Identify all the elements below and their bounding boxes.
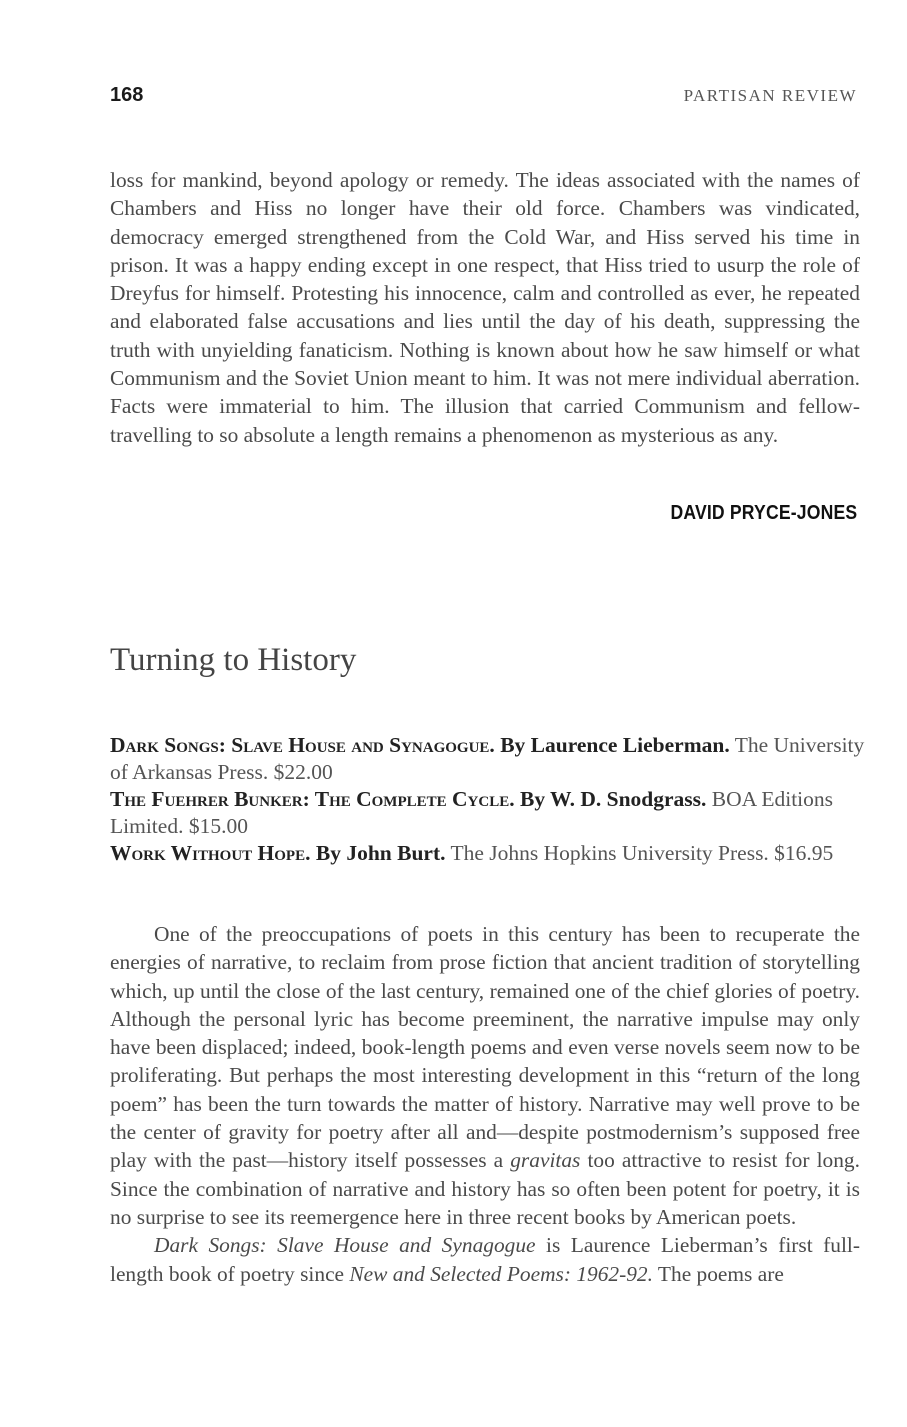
- book-list: [110, 732, 870, 867]
- book-title: Dark Songs: Slave House and Synagogue.: [110, 733, 495, 757]
- page-number: 168: [110, 84, 144, 106]
- book-publisher: BOA Editions Limited. $15.00: [110, 787, 834, 838]
- book-publisher: The Johns Hopkins University Press. $16.95: [450, 841, 834, 865]
- book-entry: [110, 840, 870, 867]
- italic-term: gravitas: [510, 1148, 581, 1173]
- essay-title: Turning to History: [110, 642, 357, 678]
- byline: DAVID PRYCE-JONES: [670, 502, 857, 524]
- book-title-italic: Dark Songs: Slave House and Synagogue: [154, 1233, 536, 1258]
- book-publisher: The University of Arkansas Press. $22.00: [110, 733, 865, 784]
- book-entry: [110, 732, 870, 786]
- paragraph-text: too attractive to resist for long. Since the combination of narrative and history has so often been potent for poetry, it is no surprise to see its reemergence here in three recent books by American poets.: [110, 1148, 860, 1229]
- review-body: [110, 920, 860, 1288]
- previous-review-closing-paragraph: loss for mankind, beyond apology or remedy. The ideas associated with the names of Chambers and Hiss no longer have their old force. Chambers was vindicated, democracy emerged strengthened from the Cold War, and Hiss served his time in prison. It was a happy ending except in one respect, that Hiss tried to usurp the role of Dreyfus for himself. Protesting his innocence, calm and controlled as ever, he repeated and elaborated false accusations and lies until the day of his death, suppressing the truth with unyielding fanaticism. Nothing is known about how he saw himself or what Communism and the Soviet Union meant to him. It was not mere individual aberration. Facts were immaterial to him. The illusion that carried Communism and fellow-travelling to so absolute a length remains a phenomenon as mysterious as any.: [110, 168, 860, 447]
- book-author: By W. D. Snodgrass.: [519, 787, 707, 811]
- paragraph-text: is Laurence Lieberman’s first full-length book of poetry since: [110, 1233, 860, 1286]
- book-entry: [110, 786, 870, 840]
- book-author: By Laurence Lieberman.: [500, 733, 730, 757]
- body-paragraph: [110, 920, 860, 1231]
- book-title-italic: New and Selected Poems: 1962-92.: [349, 1261, 653, 1286]
- book-title: The Fuehrer Bunker: The Complete Cycle.: [110, 787, 515, 811]
- paragraph-text: The poems are: [652, 1261, 784, 1286]
- book-author: By John Burt.: [315, 841, 446, 865]
- body-paragraph: [110, 1231, 860, 1288]
- running-head: PARTISAN REVIEW: [683, 86, 857, 105]
- book-title: Work Without Hope.: [110, 841, 311, 865]
- paragraph-text: One of the preoccupations of poets in this century has been to recuperate the energies of narrative, to reclaim from prose fiction that ancient tradition of storytelling which, up until the close of the last century, remained one of the chief glories of poetry. Although the personal lyric has become preeminent, the narrative impulse may only have been displaced; indeed, book-length poems and even verse novels seem now to be proliferating. But perhaps the most interesting development in this “return of the long poem” has been the turn towards the matter of history. Narrative may well prove to be the center of gravity for poetry after all and—despite postmodernism’s supposed free play with the past—history itself possesses a: [110, 922, 860, 1173]
